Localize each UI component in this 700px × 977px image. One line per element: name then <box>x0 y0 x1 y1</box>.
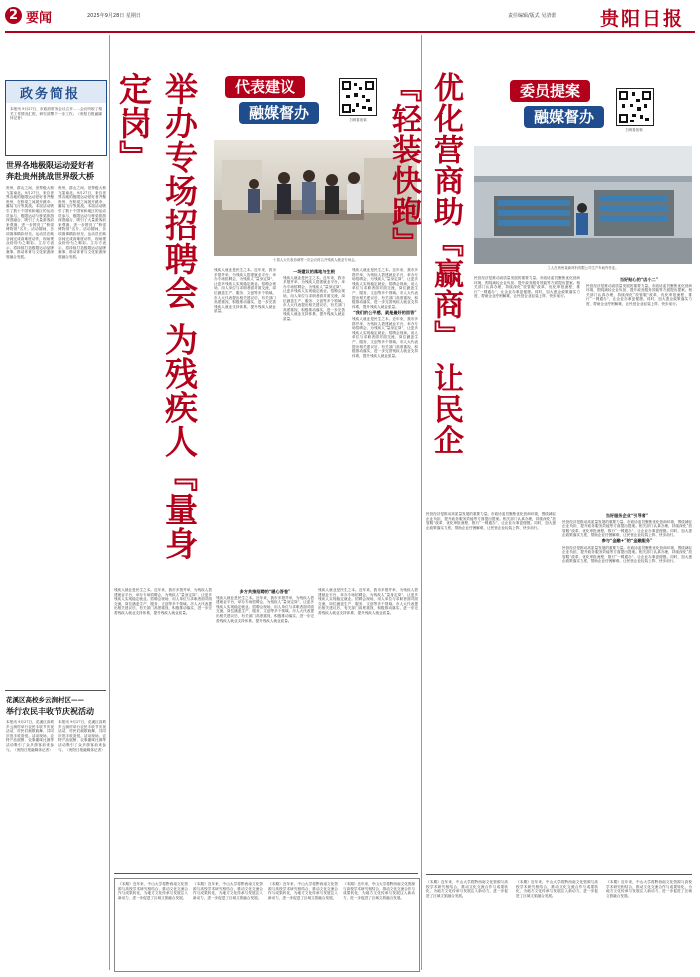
left-article-title-1: 世界各地极限运动爱好者 <box>6 160 94 170</box>
center-bottom-rule <box>114 873 418 874</box>
newspaper-logo: 贵阳日报 <box>600 8 685 30</box>
right-text-col2-body: 民营经济是推动高质量发展的重要力量。市政协委员聚焦优化营商环境，围绕减轻企业负担、提升政务服务效能等方面提出提案。相关部门认真办理，持续深化“放管服”改革，优化审批流程，推行“一网通办”，让企业办事更便捷。同时，加大惠企政策落实力度，帮助企业纾困解难，让民营企业轻装上阵、快步前行。 <box>586 283 692 306</box>
right-lower-col2 <box>562 512 692 872</box>
right-subhead-3: 参与“金融+”的“金融服务” <box>601 538 653 544</box>
center-banner-top: 代表建议 <box>225 76 305 98</box>
column-rule-left <box>109 35 110 970</box>
center-banner-bottom: 融媒督办 <box>239 102 319 124</box>
left-article-text-col2: 贵州，群山之间，世界级大桥飞架南北。9月27日，来自世界各地的极限运动爱好者齐聚贵州，在桥梁之间展开跳伞、翼装飞行等挑战。本届活动吸引了数十个国家和地区的运动员参与，极限运动与桥梁旅游深度融合，吸引了大量游客前来观赛，进一步擦亮了“桥梁博物馆”名片。活动期间，各项赛事精彩纷呈，运动员在峡谷间完成高难度动作，现场观众纷纷为之喝彩。主办方表示，将持续打造极限运动品牌赛事，推动体育与文化旅游深度融合发展。 <box>58 186 106 259</box>
right-headline: 优化营商助『赢商』 让民企『轻装快跑』 <box>386 72 463 456</box>
center-lower-col3: 残疾人就业是民生之本。近年来，我市多措并举，为残疾人搭建就业平台，举办专场招聘会，为残疾人“量身定岗”，让更多残疾人实现稳定就业。招聘会现场，用人单位与求职者面对面交流，岗位涵盖生产、服务、文创等多个领域。市人大代表提出相关建议后，有关部门高度重视，积极推动落实，进一步完善残疾人就业支持体系，提升残疾人就业质量。 <box>318 588 418 615</box>
left-article2-title-2: 举行农民丰收节庆祝活动 <box>6 706 94 716</box>
center-banner <box>223 76 321 130</box>
bottom-box-col3: 《本期》近年来，中山大学将黔西南文化资源与高校学术研究相结合，推动文化交流合作与成果转化，为地方文化传承与发展注入新动力，进一步促进了区域文旅融合发展。 <box>268 882 338 900</box>
center-qr-caption: 扫码看视频 <box>349 118 367 122</box>
right-subhead-2: 当好服务企业“引导者” <box>605 512 649 518</box>
center-headline: 举办专场招聘会 为残疾人『量身定岗』 <box>114 72 199 561</box>
center-qr-code[interactable] <box>339 78 377 116</box>
brief-header <box>6 81 106 103</box>
left-article-text-col1: 贵州，群山之间，世界级大桥飞架南北。9月27日，来自世界各地的极限运动爱好者齐聚贵州，在桥梁之间展开跳伞、翼装飞行等挑战。本届活动吸引了数十个国家和地区的运动员参与，极限运动与桥梁旅游深度融合，吸引了大量游客前来观赛，进一步擦亮了“桥梁博物馆”名片。活动期间，各项赛事精彩纷呈，运动员在峡谷间完成高难度动作，现场观众纷纷为之喝彩。主办方表示，将持续打造极限运动品牌赛事，推动体育与文化旅游深度融合发展。 <box>6 186 54 259</box>
center-lower-col2-body: 残疾人就业是民生之本。近年来，我市多措并举，为残疾人搭建就业平台，举办专场招聘会，为残疾人“量身定岗”，让更多残疾人实现稳定就业。招聘会现场，用人单位与求职者面对面交流，岗位涵盖生产、服务、文创等多个领域。市人大代表提出相关建议后，有关部门高度重视，积极推动落实，进一步完善残疾人就业支持体系，提升残疾人就业质量。 <box>216 595 314 623</box>
masthead <box>0 0 700 32</box>
right-banner <box>508 80 606 134</box>
responsible-editors: 责任编辑/版式 吴清蕾 <box>508 13 557 19</box>
center-lower-col2 <box>216 588 314 870</box>
issue-date: 2025年9月28日 星期日 <box>87 13 141 19</box>
left-article2-title-1: 花溪区高校乡云涧村区—— <box>6 696 84 704</box>
brief-body: 本报讯 9月27日，市政府常务会议召开……会议听取了相关工作情况汇报，研究部署下一步工作。（贵阳日报融媒体记者） <box>10 107 102 121</box>
center-lower-col1: 残疾人就业是民生之本。近年来，我市多措并举，为残疾人搭建就业平台，举办专场招聘会，为残疾人“量身定岗”，让更多残疾人实现稳定就业。招聘会现场，用人单位与求职者面对面交流，岗位涵盖生产、服务、文创等多个领域。市人大代表提出相关建议后，有关部门高度重视，积极推动落实，进一步完善残疾人就业支持体系，提升残疾人就业质量。 <box>114 588 212 615</box>
bottom-box-col4: 《本期》近年来，中山大学将黔西南文化资源与高校学术研究相结合，推动文化交流合作与成果转化，为地方文化传承与发展注入新动力，进一步促进了区域文旅融合发展。 <box>343 882 415 900</box>
center-text-col1: 残疾人就业是民生之本。近年来，我市多措并举，为残疾人搭建就业平台，举办专场招聘会，为残疾人“量身定岗”，让更多残疾人实现稳定就业。招聘会现场，用人单位与求职者面对面交流，岗位涵盖生产、服务、文创等多个领域。市人大代表提出相关建议后，有关部门高度重视，积极推动落实，进一步完善残疾人就业支持体系，提升残疾人就业质量。 <box>214 268 276 314</box>
center-subhead-3: 多方共推招聘的“暖心答卷” <box>239 588 291 594</box>
bottom-box-col2: 《本期》近年来，中山大学将黔西南文化资源与高校学术研究相结合，推动文化交流合作与成果转化，为地方文化传承与发展注入新动力，进一步促进了区域文旅融合发展。 <box>193 882 263 900</box>
right-subhead-1: 当好贴心的“店小二” <box>619 276 659 282</box>
right-bottom-col3: 《本期》近年来，中山大学将黔西南文化资源与高校学术研究相结合，推动文化交流合作与成果转化，为地方文化传承与发展注入新动力，进一步促进了区域文旅融合发展。 <box>606 880 692 898</box>
center-text-col2-body: 残疾人就业是民生之本。近年来，我市多措并举，为残疾人搭建就业平台，举办专场招聘会，为残疾人“量身定岗”，让更多残疾人实现稳定就业。招聘会现场，用人单位与求职者面对面交流，岗位涵盖生产、服务、文创等多个领域。市人大代表提出相关建议后，有关部门高度重视，积极推动落实，进一步完善残疾人就业支持体系，提升残疾人就业质量。 <box>283 275 345 321</box>
center-text-col3-body: 残疾人就业是民生之本。近年来，我市多措并举，为残疾人搭建就业平台，举办专场招聘会，为残疾人“量身定岗”，让更多残疾人实现稳定就业。招聘会现场，用人单位与求职者面对面交流，岗位涵盖生产、服务、文创等多个领域。市人大代表提出相关建议后，有关部门高度重视，积极推动落实，进一步完善残疾人就业支持体系，提升残疾人就业质量。 <box>352 268 418 309</box>
section-name: 要闻 <box>26 11 53 26</box>
right-banner-bottom: 融媒督办 <box>524 106 604 128</box>
right-bottom-col2: 《本期》近年来，中山大学将黔西南文化资源与高校学术研究相结合，推动文化交流合作与成果转化，为地方文化传承与发展注入新动力，进一步促进了区域文旅融合发展。 <box>516 880 598 898</box>
right-bottom-col1: 《本期》近年来，中山大学将黔西南文化资源与高校学术研究相结合，推动文化交流合作与成果转化，为地方文化传承与发展注入新动力，进一步促进了区域文旅融合发展。 <box>426 880 508 898</box>
right-lower-col2-body: 民营经济是推动高质量发展的重要力量。市政协委员聚焦优化营商环境，围绕减轻企业负担、提升政务服务效能等方面提出提案。相关部门认真办理，持续深化“放管服”改革，优化审批流程，推行“一网通办”，让企业办事更便捷。同时，加大惠企政策落实力度，帮助企业纾困解难，让民营企业轻装上阵、快步前行。 <box>562 519 692 538</box>
page-number-badge: 2 <box>5 7 22 24</box>
right-bottom-rule <box>426 874 692 875</box>
right-banner-top: 委员提案 <box>510 80 590 102</box>
left-article-title-2: 奔赴贵州挑战世界级大桥 <box>6 171 94 181</box>
right-photo <box>474 146 692 264</box>
left-article2-text-col1: 本报讯 9月27日，花溪区高坡乡云涧村举行农民丰收节庆祝活动，村民们载歌载舞，共同庆祝丰收喜悦。活动现场，农特产品展销、农事趣味比赛等活动吸引了众多游客前来参与。（贵阳日报融媒体记者） <box>6 720 54 752</box>
right-qr-code[interactable] <box>616 88 654 126</box>
center-subhead-1: 一场建议的落地与生根 <box>293 268 335 274</box>
right-lower-col2-body-2: 民营经济是推动高质量发展的重要力量。市政协委员聚焦优化营商环境，围绕减轻企业负担、提升政务服务效能等方面提出提案。相关部门认真办理，持续深化“放管服”改革，优化审批流程，推行“一网通办”，让企业办事更便捷。同时，加大惠企政策落实力度，帮助企业纾困解难，让民营企业轻装上阵、快步前行。 <box>562 545 692 564</box>
left-divider <box>5 690 106 691</box>
right-text-col1: 民营经济是推动高质量发展的重要力量。市政协委员聚焦优化营商环境，围绕减轻企业负担、提升政务服务效能等方面提出提案。相关部门认真办理，持续深化“放管服”改革，优化审批流程，推行“一网通办”，让企业办事更便捷。同时，加大惠企政策落实力度，帮助企业纾困解难，让民营企业轻装上阵、快步前行。 <box>474 276 580 299</box>
center-text-col3 <box>352 268 418 584</box>
brief-title: 政务简报 <box>20 87 81 102</box>
bottom-box <box>114 878 420 972</box>
right-text-col2 <box>586 276 692 508</box>
center-photo-caption: 十届人大代表协商等一次会议再召开残疾人就业专场会。 <box>273 258 358 262</box>
brief-box <box>5 80 107 156</box>
masthead-rule <box>5 31 695 33</box>
left-article2-text-col2: 本报讯 9月27日，花溪区高坡乡云涧村举行农民丰收节庆祝活动，村民们载歌载舞，共同庆祝丰收喜悦。活动现场，农特产品展销、农事趣味比赛等活动吸引了众多游客前来参与。（贵阳日报融媒体记者） <box>58 720 106 752</box>
center-text-col2 <box>283 268 345 584</box>
right-lower-col1: 民营经济是推动高质量发展的重要力量。市政协委员聚焦优化营商环境，围绕减轻企业负担、提升政务服务效能等方面提出提案。相关部门认真办理，持续深化“放管服”改革，优化审批流程，推行“一网通办”，让企业办事更便捷。同时，加大惠企政策落实力度，帮助企业纾困解难，让民营企业轻装上阵、快步前行。 <box>426 512 556 530</box>
center-subhead-2: “我们的公平感，就是最好的回答” <box>353 309 417 315</box>
right-photo-caption: 工人在贵州某新材料有限公司生产车间内作业。 <box>547 266 619 270</box>
bottom-box-col1: 《本期》近年来，中山大学将黔西南文化资源与高校学术研究相结合，推动文化交流合作与成果转化，为地方文化传承与发展注入新动力，进一步促进了区域文旅融合发展。 <box>118 882 188 900</box>
right-qr-caption: 扫码看视频 <box>625 128 643 132</box>
center-text-col3-body-2: 残疾人就业是民生之本。近年来，我市多措并举，为残疾人搭建就业平台，举办专场招聘会，为残疾人“量身定岗”，让更多残疾人实现稳定就业。招聘会现场，用人单位与求职者面对面交流，岗位涵盖生产、服务、文创等多个领域。市人大代表提出相关建议后，有关部门高度重视，积极推动落实，进一步完善残疾人就业支持体系，提升残疾人就业质量。 <box>352 316 418 358</box>
